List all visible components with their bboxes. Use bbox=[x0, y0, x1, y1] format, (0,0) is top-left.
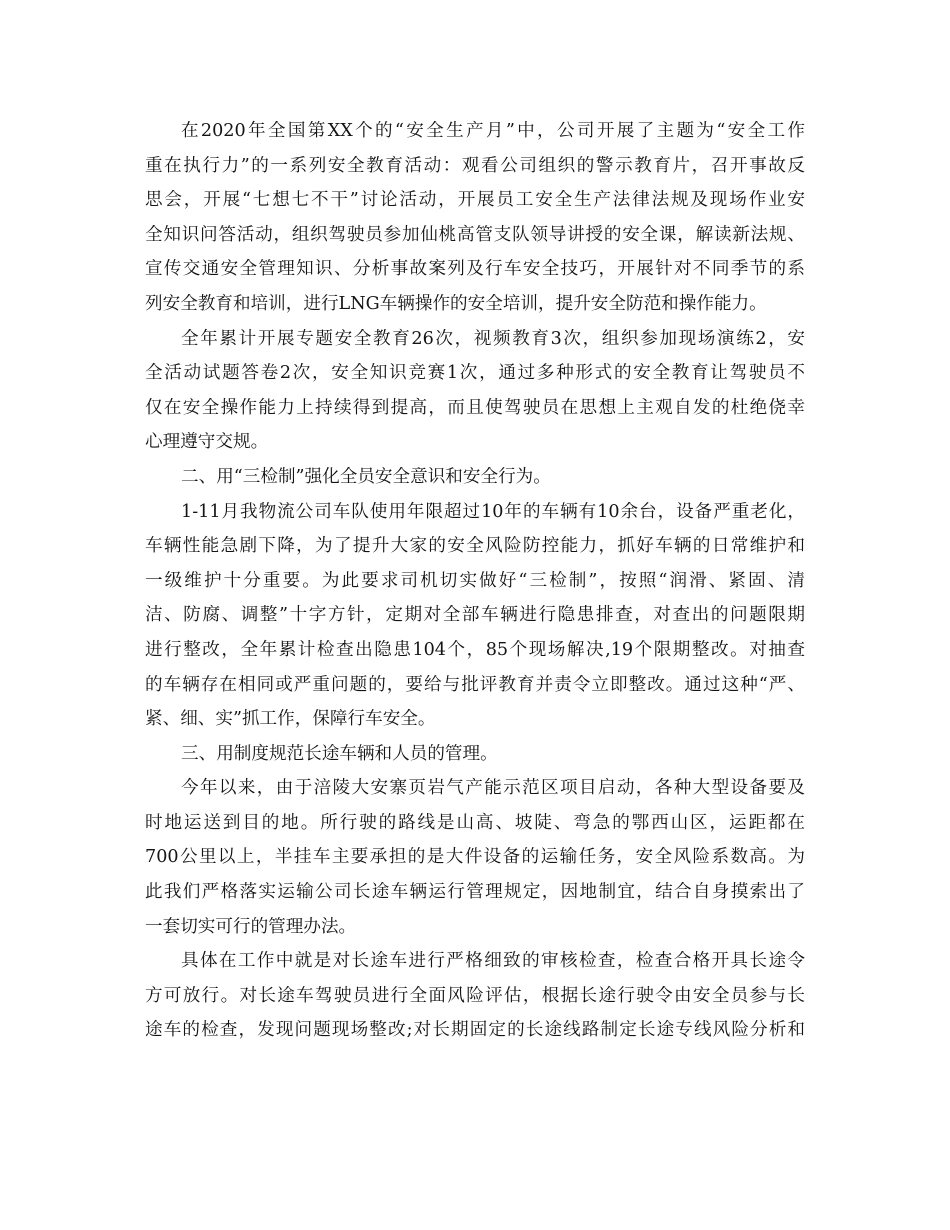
text-line: 方可放行。对长途车驾驶员进行全面风险评估，根据长途行驶令由安全员参与长 bbox=[145, 985, 805, 1006]
text-line: 的车辆存在相同或严重问题的，要给与批评教育并责令立即整改。通过这种“严、 bbox=[145, 674, 805, 695]
text-line: 紧、细、实”抓工作，保障行车安全。 bbox=[145, 709, 436, 730]
section-heading bbox=[145, 460, 805, 495]
text-line: 仅在安全操作能力上持续得到提高，而且使驾驶员在思想上主观自发的杜绝侥幸 bbox=[145, 397, 805, 418]
paragraph bbox=[145, 322, 805, 460]
text-line: 具体在工作中就是对长途车进行严格细致的审核检查，检查合格开具长途令 bbox=[181, 951, 805, 972]
paragraph bbox=[145, 495, 805, 737]
text-line: 进行整改，全年累计检查出隐患104个，85个现场解决,19个限期整改。对抽查 bbox=[145, 639, 805, 660]
heading-text: 二、用“三检制”强化全员安全意识和安全行为。 bbox=[181, 466, 551, 487]
text-line: 宣传交通安全管理知识、分析事故案列及行车安全技巧，开展针对不同季节的系 bbox=[145, 259, 805, 280]
text-line: 全年累计开展专题安全教育26次，视频教育3次，组织参加现场演练2，安 bbox=[181, 328, 805, 349]
text-line: 700公里以上，半挂车主要承担的是大件设备的运输任务，安全风险系数高。为 bbox=[145, 847, 805, 868]
text-line: 车辆性能急剧下降，为了提升大家的安全风险防控能力，抓好车辆的日常维护和 bbox=[145, 536, 805, 557]
section-heading bbox=[145, 737, 805, 772]
text-line: 思会，开展“七想七不干”讨论活动，开展员工安全生产法律法规及现场作业安 bbox=[145, 190, 805, 211]
text-line: 列安全教育和培训，进行LNG车辆操作的安全培训，提升安全防范和操作能力。 bbox=[145, 293, 767, 314]
text-line: 一级维护十分重要。为此要求司机切实做好“三检制”，按照“润滑、紧固、清 bbox=[145, 570, 805, 591]
text-line: 全知识问答活动，组织驾驶员参加仙桃高管支队领导讲授的安全课，解读新法规、 bbox=[145, 224, 805, 245]
paragraph bbox=[145, 771, 805, 944]
heading-text: 三、用制度规范长途车辆和人员的管理。 bbox=[181, 743, 498, 764]
text-line: 今年以来，由于涪陵大安寨页岩气产能示范区项目启动，各种大型设备要及 bbox=[181, 778, 805, 799]
text-line: 此我们严格落实运输公司长途车辆运行管理规定，因地制宜，结合自身摸索出了 bbox=[145, 882, 805, 903]
text-line: 一套切实可行的管理办法。 bbox=[145, 916, 357, 937]
text-line: 重在执行力”的一系列安全教育活动：观看公司组织的警示教育片，召开事故反 bbox=[145, 155, 805, 176]
paragraph bbox=[145, 114, 805, 322]
text-line: 洁、防腐、调整”十字方针，定期对全部车辆进行隐患排查，对查出的问题限期 bbox=[145, 605, 805, 626]
text-line: 在2020年全国第XX个的“安全生产月”中，公司开展了主题为“安全工作 bbox=[181, 121, 805, 141]
text-line: 全活动试题答卷2次，安全知识竞赛1次，通过多种形式的安全教育让驾驶员不 bbox=[145, 363, 805, 384]
text-line: 时地运送到目的地。所行驶的路线是山高、坡陡、弯急的鄂西山区，运距都在 bbox=[145, 812, 805, 833]
text-line: 途车的检查，发现问题现场整改;对长期固定的长途线路制定长途专线风险分析和 bbox=[145, 1020, 805, 1041]
text-line: 心理遵守交规。 bbox=[145, 432, 269, 453]
paragraph bbox=[145, 944, 805, 1048]
text-line: 1-11月我物流公司车队使用年限超过10年的车辆有10余台，设备严重老化， bbox=[181, 501, 805, 522]
